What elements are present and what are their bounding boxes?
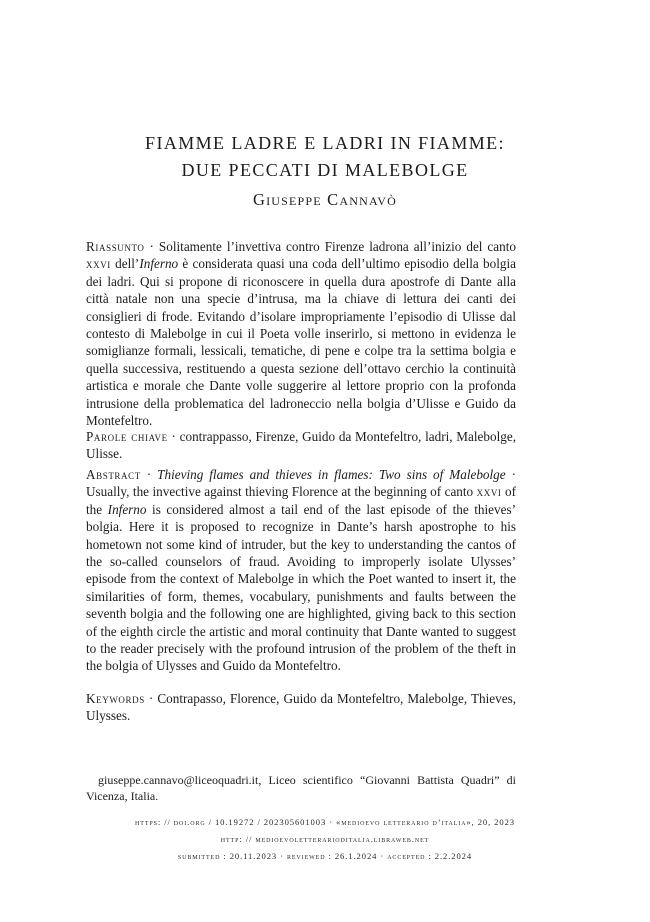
abstract-paragraph <box>86 466 516 675</box>
parole-chiave-text: contrappasso, Firenze, Guido da Montefeltro, ladri, Malebolge, Ulisse. <box>86 429 517 462</box>
abstract-inferno: Inferno <box>107 501 147 517</box>
parole-chiave-separator: · <box>167 429 180 444</box>
abstract-label: Abstract <box>86 467 141 482</box>
riassunto-paragraph <box>86 238 516 429</box>
journal-website: http: // medioevoletterarioditalia.libraweb.net <box>220 834 430 844</box>
riassunto-text-a: Solitamente l’invettiva contro Firenze ladrona all’inizio del canto <box>158 239 516 254</box>
riassunto-text-c: è considerata quasi una coda dell’ultimo episodio della bolgia dei ladri. Qui si propone di riconoscere in quella dura apostrofe di Dante alla città natale non una specie d’intrusa, ma la chiave di lettura dei canti dei consiglieri di frode. Evitando d’isolare impropriamente l’episodio di Ulisse dal contesto di Malebolge in cui il Poeta volle inserirlo, si mettono in evidenza le somiglianze formali, lessicali, tematiche, di pene e colpe tra la settima bolgia e quella successiva, restituendo a questa sezione dell’ottavo cerchio la continuità artistica e morale che Dante volle suggerire al lettore proprio con la profonda intrusione della problematica del ladroneccio nella bolgia d’Ulisse e Guido da Montefeltro. <box>86 256 516 429</box>
article-title <box>60 130 590 184</box>
keywords-paragraph <box>86 690 516 725</box>
author-name: Giuseppe Cannavò <box>252 190 398 209</box>
author-affiliation-footnote: giuseppe.cannavo@liceoquadri.it, Liceo scientifico “Giovanni Battista Quadri” di Vicenza, Italia. <box>86 773 516 803</box>
keywords-separator: · <box>144 691 158 706</box>
submission-dates: submitted : 20.11.2023 · reviewed : 26.1.2024 · accepted : 2.2.2024 <box>177 851 473 861</box>
abstract-english-title: Thieving flames and thieves in flames: Two sins of Malebolge <box>157 467 506 482</box>
parole-chiave-paragraph <box>86 428 516 463</box>
abstract-separator-2: · <box>505 467 516 482</box>
parole-chiave-label: Parole chiave <box>86 429 168 444</box>
abstract-text-b: of the <box>86 484 516 517</box>
abstract-separator: · <box>140 467 158 482</box>
riassunto-text-b: dell’ <box>110 256 140 272</box>
doi-line: https: // doi.org / 10.19272 / 202305601003 · «medioevo letterario d’italia», 20, 2023 <box>135 817 515 827</box>
abstract-canto: xxvi <box>476 484 502 500</box>
riassunto-canto: xxvi <box>86 256 111 272</box>
abstract-text-c: is considered almost a tail end of the last episode of the thieves’ bolgia. Here it is proposed to recognize in Dante’s harsh apostrophe to his hometown not some kind of intruder, but the key to understanding the cantos of the so-called counselors of fraud. Avoiding to improperly isolate Ulysses’ episode from the context of Malebolge in which the Poet wanted to insert it, the similarities of form, themes, vocabulary, punishments and faults between the seventh bolgia and the following one are highlighted, giving back to this section of the eighth circle the artistic and moral continuity that Dante wanted to suggest to the reader precisely with the profound intrusion of the problem of the theft in the bolgia of Ulysses and Guido da Montefeltro. <box>86 501 516 674</box>
riassunto-separator: · <box>144 239 159 254</box>
riassunto-label: Riassunto <box>86 239 145 254</box>
keywords-label: Keywords <box>86 691 145 706</box>
title-line-2: DUE PECCATI DI MALEBOLGE <box>181 160 469 180</box>
abstract-text-a: Usually, the invective against thieving Florence at the beginning of canto <box>86 484 477 500</box>
keywords-text: Contrapasso, Florence, Guido da Montefeltro, Malebolge, Thieves, Ulysses. <box>86 691 516 724</box>
title-line-1: FIAMME LADRE E LADRI IN FIAMME: <box>145 133 505 153</box>
riassunto-inferno: Inferno <box>139 256 179 272</box>
